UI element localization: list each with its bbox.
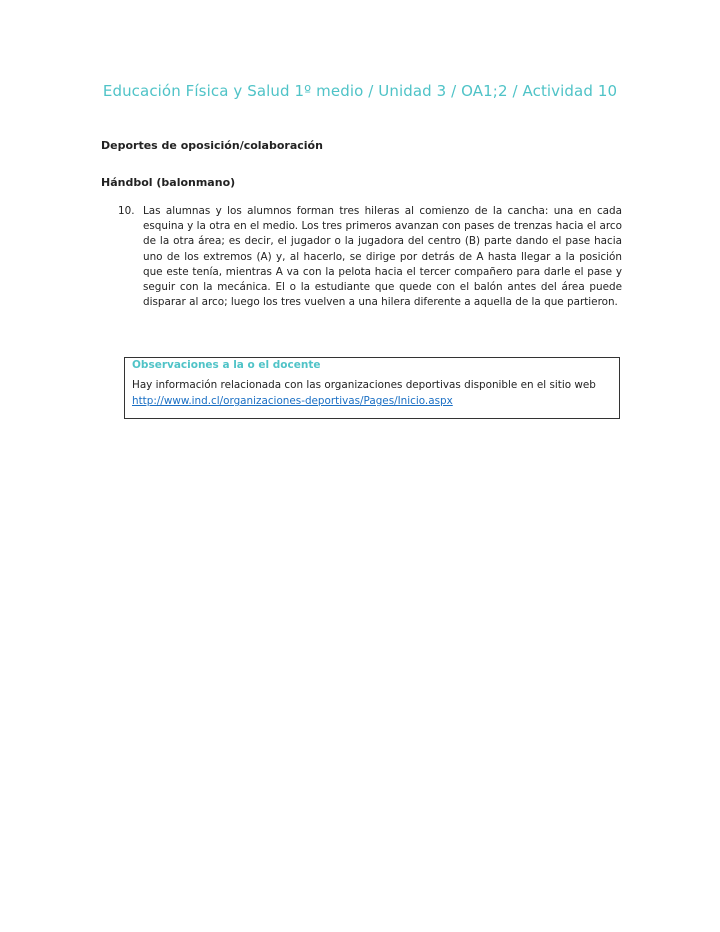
activity-item xyxy=(118,204,622,310)
subsection-heading: Hándbol (balonmano) xyxy=(101,176,236,189)
teacher-notes-link[interactable]: http://www.ind.cl/organizaciones-deportivas/Pages/Inicio.aspx xyxy=(132,395,453,407)
activity-number: 10. xyxy=(118,205,135,217)
activity-description: Las alumnas y los alumnos forman tres hileras al comienzo de la cancha: una en cada esquina y la otra en el medio. Los tres primeros avanzan con pases de trenzas hacia el arco de la otra área; es decir, el jugador o la jugadora del centro (B) parte dando el pase hacia uno de los extremos (A) y, al hacerlo, se dirige por detrás de A hasta llegar a la posición que este tenía, mientras A va con la pelota hacia el tercer compañero para darle el pase y seguir con la mecánica. El o la estudiante que quede con el balón antes del área puede disparar al arco; luego los tres vuelven a una hilera diferente a aquella de la que partieron. xyxy=(143,205,622,309)
teacher-notes-title: Observaciones a la o el docente xyxy=(132,359,321,371)
teacher-notes-text: Hay información relacionada con las organizaciones deportivas disponible en el sitio web xyxy=(132,379,596,391)
teacher-notes-box xyxy=(124,357,620,419)
page-title: Educación Física y Salud 1º medio / Unidad 3 / OA1;2 / Actividad 10 xyxy=(102,82,618,100)
section-heading: Deportes de oposición/colaboración xyxy=(101,139,323,152)
